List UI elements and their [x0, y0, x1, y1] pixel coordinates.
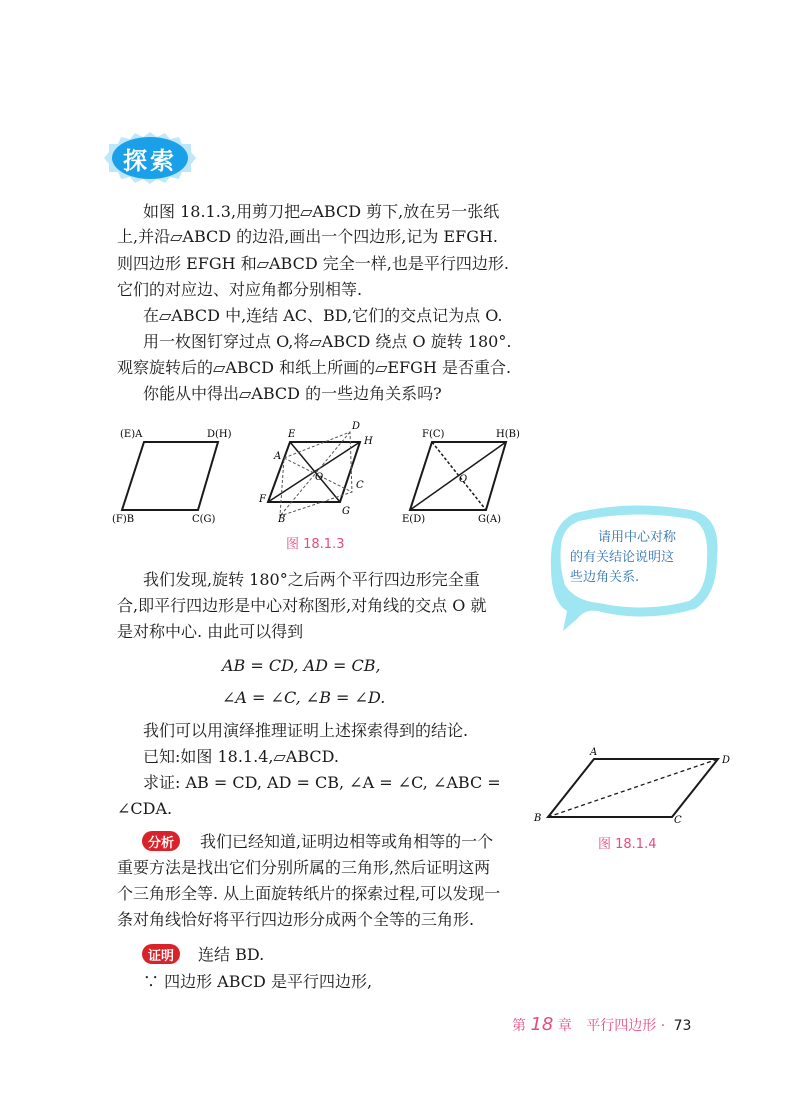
- bubble-line: 请用中心对称: [598, 530, 677, 545]
- analysis-line: 重要方法是找出它们分别所属的三角形,然后证明这两: [117, 858, 491, 877]
- chapter-number: 18: [530, 1014, 554, 1035]
- label-left-bl: (F)B: [112, 514, 135, 525]
- equation-line: AB = CD, AD = CB,: [222, 656, 381, 675]
- paragraph-line: 你能从中得出▱ABCD 的一些边角关系吗?: [143, 384, 442, 403]
- parallelogram-left: [122, 442, 218, 510]
- figure-caption-18-1-4: 图 18.1.4: [598, 837, 657, 852]
- label-right-tl: F(C): [422, 429, 445, 440]
- label-mid-c: C: [356, 480, 364, 491]
- paragraph-line: 如图 18.1.3,用剪刀把▱ABCD 剪下,放在另一张纸: [143, 202, 500, 221]
- label-mid-a: A: [274, 451, 282, 462]
- analysis-tag: 分析: [142, 831, 180, 851]
- proof-tag: 证明: [142, 944, 180, 964]
- prove-line: ∠CDA.: [117, 799, 173, 818]
- paragraph-line: 是对称中心. 由此可以得到: [117, 622, 304, 641]
- label-left-tl: (E)A: [120, 429, 143, 440]
- chapter-suffix: 章: [557, 1018, 572, 1034]
- label-mid-o: O: [315, 472, 324, 483]
- chapter-title: 平行四边形: [586, 1018, 657, 1034]
- label-right-tr: H(B): [496, 429, 520, 440]
- label-mid-e: E: [288, 429, 296, 440]
- label-right-bl: E(D): [402, 514, 426, 525]
- paragraph-line: 我们发现,旋转 180°之后两个平行四边形完全重: [143, 570, 480, 589]
- explore-label: 探索: [123, 146, 177, 175]
- label-mid-d: D: [352, 421, 361, 432]
- paragraph-line: 我们可以用演绎推理证明上述探索得到的结论.: [143, 721, 469, 740]
- proof-line: 连结 BD.: [198, 945, 265, 964]
- paragraph-line: 观察旋转后的▱ABCD 和纸上所画的▱EFGH 是否重合.: [117, 358, 512, 377]
- page-footer: [512, 1014, 691, 1035]
- figure-caption-18-1-3: 图 18.1.3: [286, 537, 345, 552]
- label-mid-b: B: [278, 514, 286, 525]
- label-mid-f: F: [259, 494, 266, 505]
- paragraph-line: 在▱ABCD 中,连结 AC、BD,它们的交点记为点 O.: [143, 306, 503, 325]
- bubble-text: [570, 528, 720, 588]
- analysis-line: 我们已经知道,证明边相等或角相等的一个: [200, 832, 494, 851]
- analysis-line: 个三角形全等. 从上面旋转纸片的探索过程,可以发现一: [117, 884, 501, 903]
- figure-18-1-4: [528, 745, 744, 825]
- label-left-tr: D(H): [207, 429, 232, 440]
- label-right-br: G(A): [478, 514, 502, 525]
- paragraph-line: 上,并沿▱ABCD 的边沿,画出一个四边形,记为 EFGH.: [117, 227, 499, 246]
- bubble-line: 的有关结论说明这: [570, 550, 675, 565]
- equation-line: ∠A = ∠C, ∠B = ∠D.: [222, 688, 386, 707]
- label-mid-g: G: [342, 506, 350, 517]
- bubble-line: 些边角关系.: [570, 570, 640, 585]
- given-line: 已知:如图 18.1.4,▱ABCD.: [143, 747, 339, 766]
- figure-18-1-3: [112, 418, 532, 528]
- paragraph-line: 则四边形 EFGH 和▱ABCD 完全一样,也是平行四边形.: [117, 254, 509, 273]
- diagonal-bd: [548, 759, 718, 817]
- label-mid-h: H: [364, 436, 373, 447]
- page-number: 73: [673, 1018, 692, 1034]
- label-a: A: [590, 747, 598, 758]
- label-right-o: O: [459, 474, 468, 485]
- analysis-line: 条对角线恰好将平行四边形分成两个全等的三角形.: [117, 910, 475, 929]
- label-c: C: [674, 815, 682, 825]
- paragraph-line: 用一枚图钉穿过点 O,将▱ABCD 绕点 O 旋转 180°.: [143, 332, 512, 351]
- paragraph-line: 它们的对应边、对应角都分别相等.: [117, 280, 363, 299]
- proof-line: ∵ 四边形 ABCD 是平行四边形,: [143, 972, 373, 991]
- label-b: B: [534, 813, 542, 824]
- chapter-prefix: 第: [512, 1018, 526, 1034]
- label-d: D: [722, 755, 731, 766]
- label-left-br: C(G): [192, 514, 216, 525]
- paragraph-line: 合,即平行四边形是中心对称图形,对角线的交点 O 就: [117, 596, 487, 615]
- footer-separator: ·: [660, 1018, 666, 1034]
- parallelogram-abcd: [548, 759, 718, 817]
- prove-line: 求证: AB = CD, AD = CB, ∠A = ∠C, ∠ABC =: [143, 773, 501, 792]
